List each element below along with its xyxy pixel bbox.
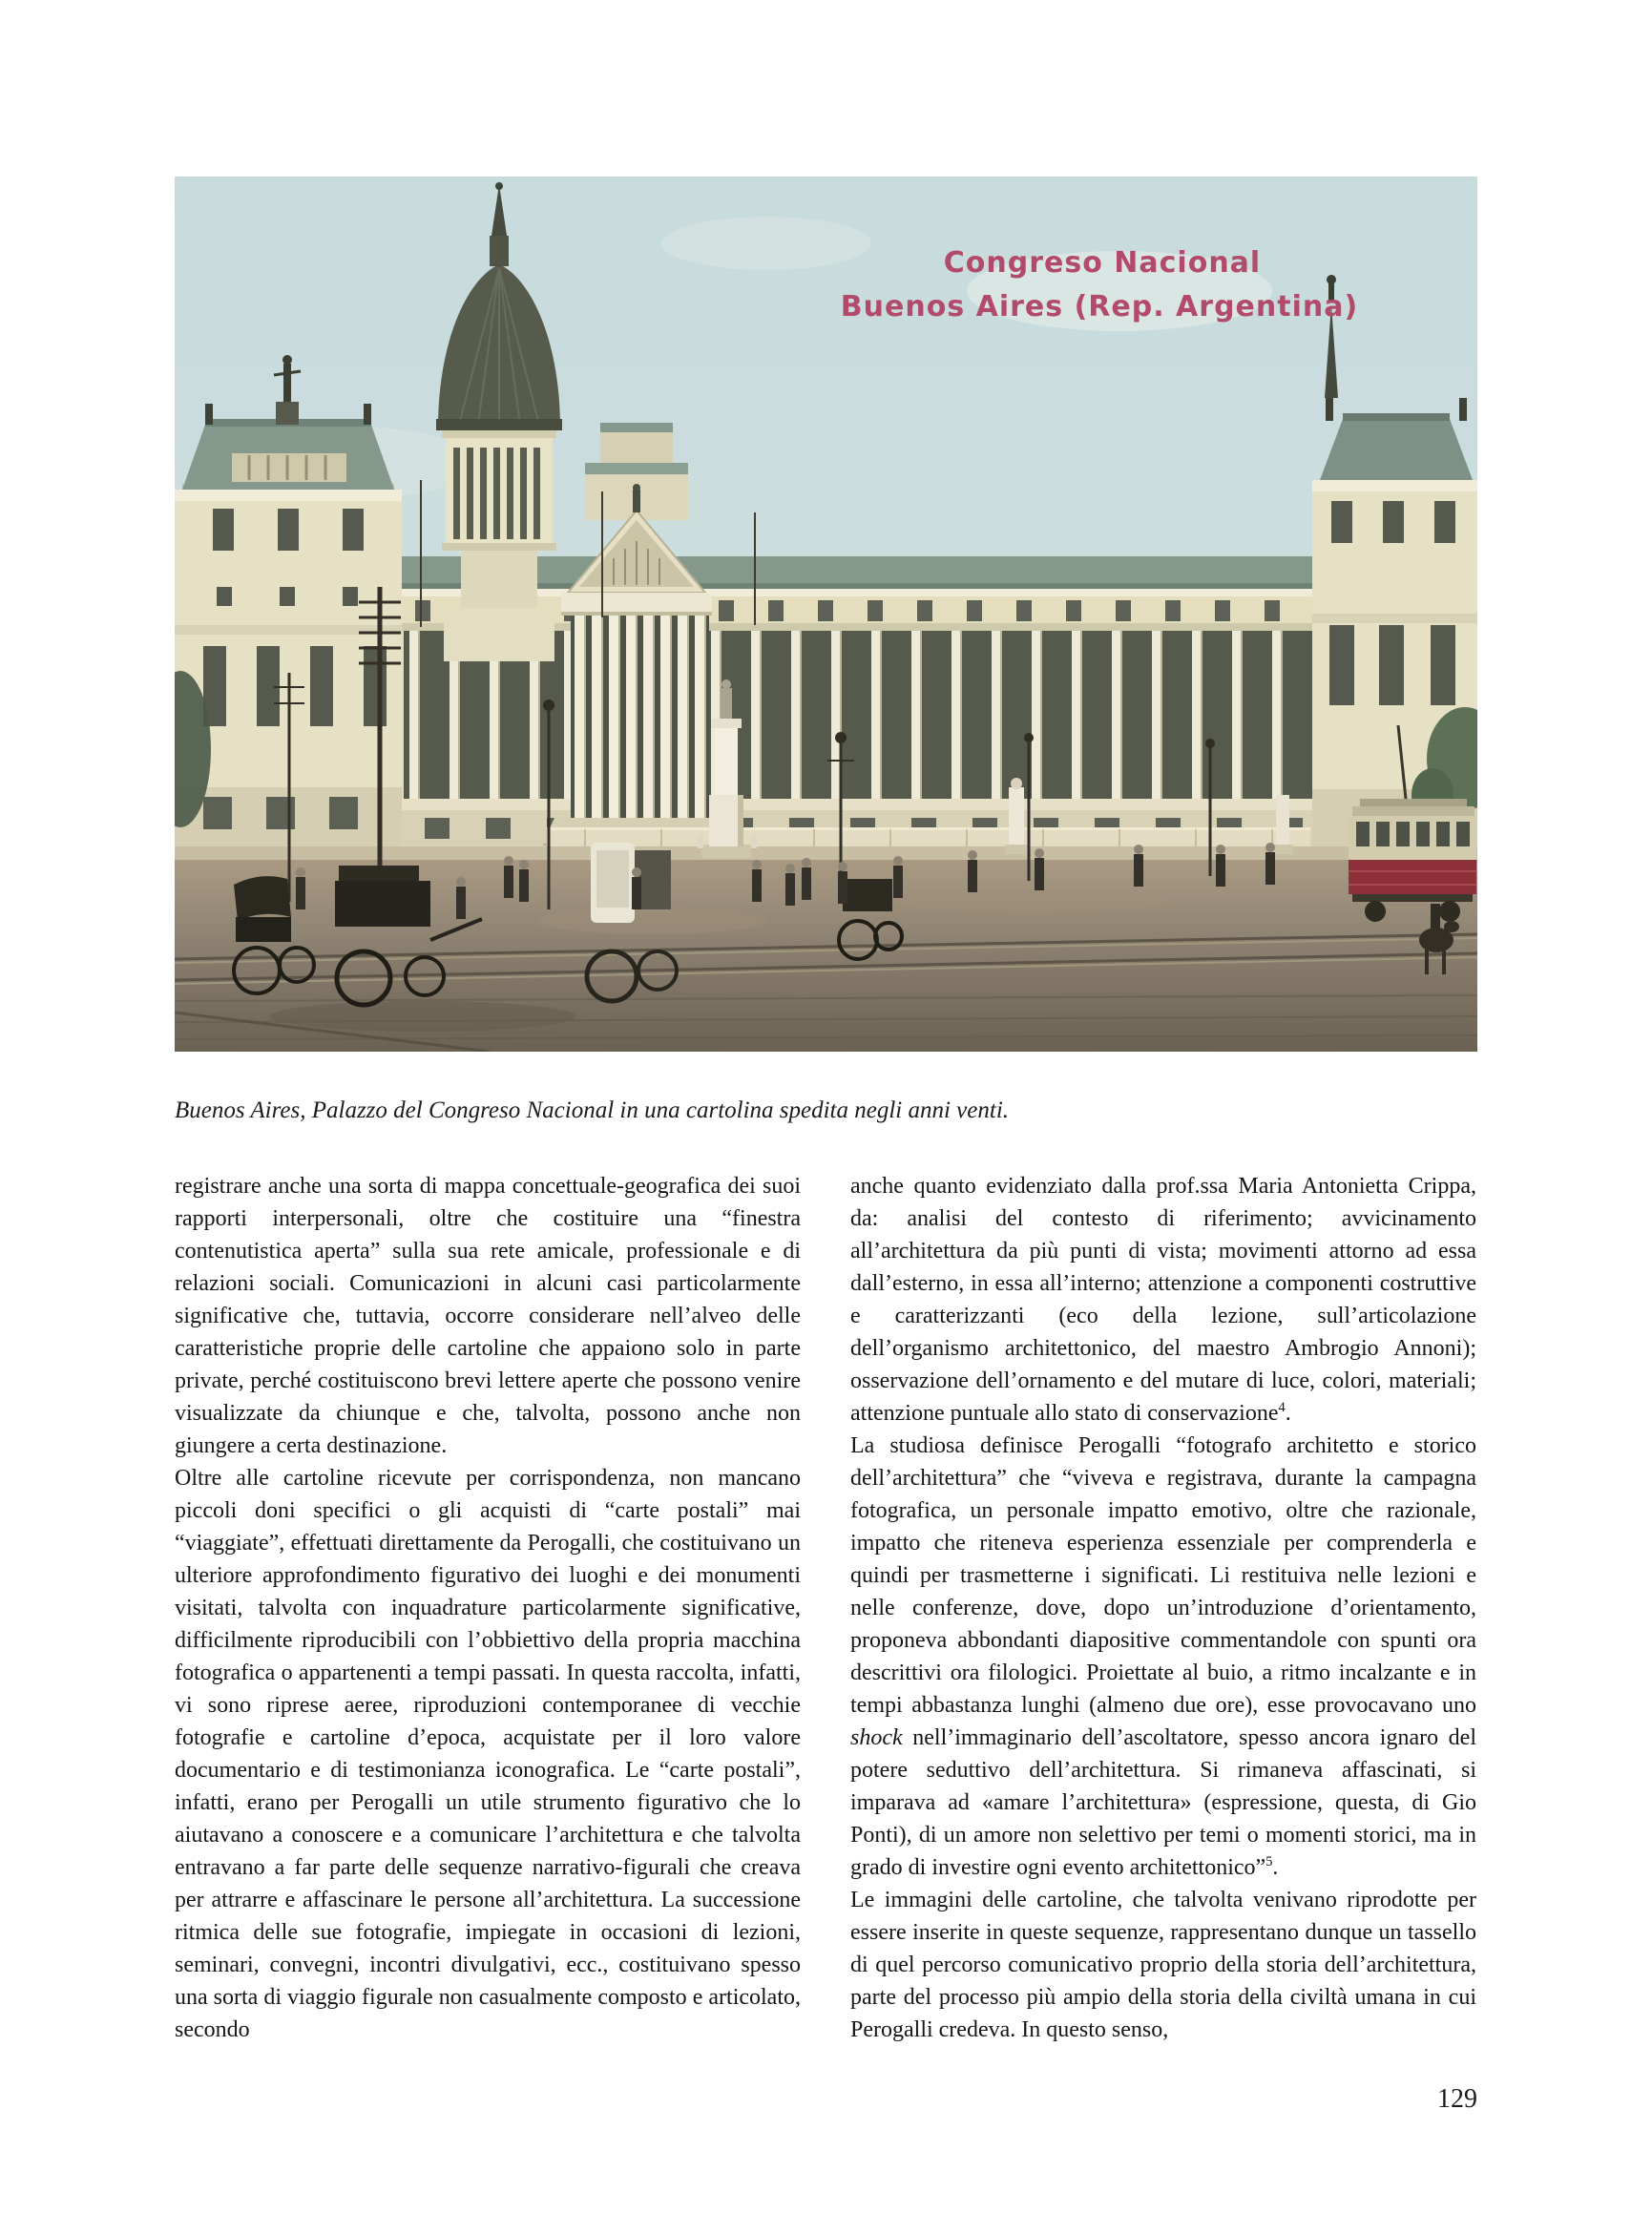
postcard-figure	[175, 177, 1477, 1052]
postcard-image	[175, 177, 1477, 1052]
paragraph: registrare anche una sorta di mappa concettuale-geografica dei suoi rapporti interpersonali, oltre che costituire una “finestra contenutistica aperta” sulla sua rete amicale, professionale e di relazioni sociali. Comunicazioni in alcuni casi particolarmente significative che, tuttavia, occorre considerare nell’alveo delle caratteristiche proprie delle cartoline che appaiono solo in parte private, perché costituiscono brevi lettere aperte che possono venire visualizzate da chiunque e che, talvolta, possono anche non giungere a certa destinazione.	[175, 1174, 801, 1458]
postcard-title-line1: Congreso Nacional	[943, 246, 1262, 280]
paragraph: Le immagini delle cartoline, che talvolta venivano riprodotte per essere inserite in queste sequenze, rappresentano dunque un tassello di quel percorso comunicativo proprio della storia dell’architettura, parte del processo più ampio della storia della civiltà umana in cui Perogalli credeva. In questo senso,	[850, 1888, 1476, 2042]
page-number: 129	[1437, 2084, 1477, 2114]
paragraph: Oltre alle cartoline ricevute per corrispondenza, non mancano piccoli doni specifici o gli acquisti di “carte postali” mai “viaggiate”, effettuati direttamente da Perogalli, che costituivano un ulteriore approfondimento figurativo dei luoghi e dei monumenti visitati, talvolta con inquadrature particolarmente significative, difficilmente riproducibili con l’obbiettivo della propria macchina fotografica o appartenenti a tempi passati. In questa raccolta, infatti, vi sono riprese aeree, riproduzioni contemporanee di vecchie fotografie e cartoline d’epoca, acquistate per il loro valore documentario e di testimonianza iconografica. Le “carte postali”, infatti, erano per Perogalli un utile strumento figurativo che lo aiutavano a conoscere e a comunicare l’architettura e che talvolta entravano a far parte delle sequenze narrativo-figurali che creava per attrarre e affascinare le persone all’architettura. La successione ritmica delle sue fotografie, impiegate in occasioni di lezioni, seminari, convegni, incontri divulgativi, ecc., costituivano spesso una sorta di viaggio figurale non casualmente composto e articolato, secondo	[175, 1466, 801, 2042]
left-column	[175, 1170, 801, 2046]
building-wings	[402, 556, 1312, 846]
body-text	[175, 1170, 1477, 2046]
image-caption: Buenos Aires, Palazzo del Congreso Nacional in una cartolina spedita negli anni venti.	[175, 1097, 1010, 1123]
paragraph: anche quanto evidenziato dalla prof.ssa Maria Antonietta Crippa, da: analisi del contesto di riferimento; avvicinamento all’architettura da più punti di vista; movimenti attorno ad essa dall’esterno, in essa all’interno; attenzione a componenti costruttive e caratterizzanti (eco della lezione, sull’articolazione dell’organismo architettonico, del maestro Ambrogio Annoni); osservazione dell’ornamento e del mutare di luce, colori, materiali; attenzione puntuale allo stato di conservazione$^4$.	[850, 1174, 1476, 1426]
paragraph: La studiosa definisce Perogalli “fotografo architetto e storico dell’architettura” che “viveva e registrava, durante la campagna fotografica, un personale impatto emotivo, oltre che razionale, impatto che riteneva esperienza essenziale per comprenderla e quindi per trasmetterne i significati. Li restituiva nelle lezioni e nelle conferenze, dove, dopo un’introduzione d’orientamento, proponeva abbondanti diapositive commentandole con spunti ora descrittivi ora filologici. Proiettate al buio, a ritmo incalzante e in tempi abbastanza lunghi (almeno due ore), esse provocavano uno shock nell’immaginario dell’ascoltatore, spesso ancora ignaro del potere seduttivo dell’architettura. Si rimaneva affascinati, si imparava ad «amare l’architettura» (espressione, questa, di Gio Ponti), di un amore non selettivo per temi o momenti storici, ma in grado di investire ogni evento architettonico”$^5$.	[850, 1433, 1476, 1880]
postcard-title-line2: Buenos Aires (Rep. Argentina)	[840, 290, 1359, 324]
right-column	[850, 1170, 1476, 2046]
